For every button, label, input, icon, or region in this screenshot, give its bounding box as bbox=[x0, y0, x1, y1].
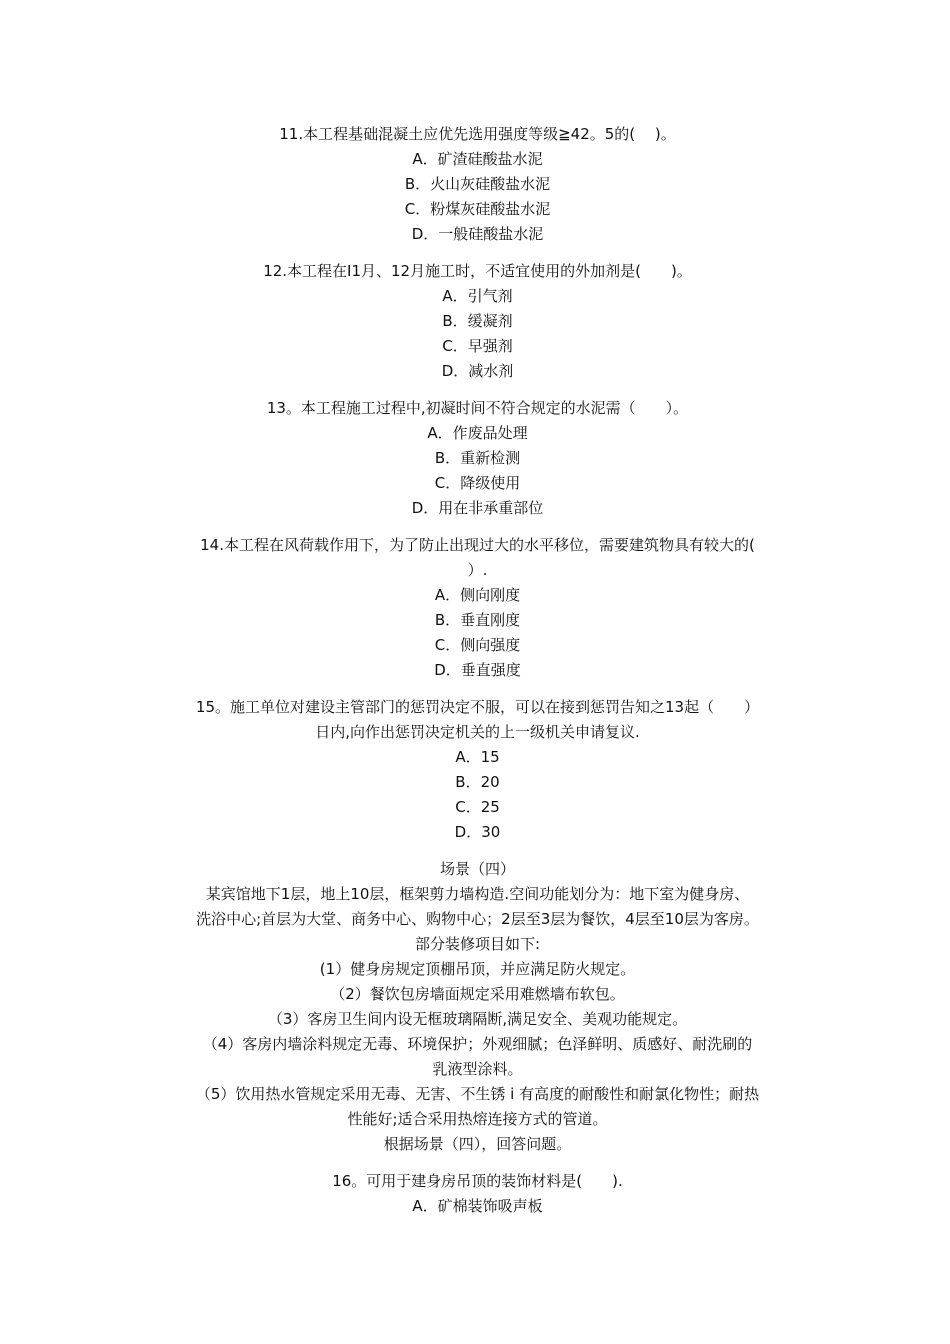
scene-item-5-line-1: （5）饮用热水管规定采用无毒、无害、不生锈 i 有高度的耐酸性和耐氯化物性；耐热 bbox=[195, 1085, 760, 1103]
option-a: A．作废品处理 bbox=[427, 424, 528, 442]
question-stem-line-2: ）. bbox=[467, 561, 488, 579]
option-a: A．引气剂 bbox=[442, 287, 513, 305]
option-c: C．早强剂 bbox=[442, 337, 513, 355]
question-stem: 13。本工程施工过程中,初凝时间不符合规定的水泥需（ ）。 bbox=[266, 399, 689, 417]
document-page bbox=[150, 122, 805, 1219]
scene-closing: 根据场景（四），回答问题。 bbox=[383, 1135, 572, 1153]
question-11 bbox=[150, 122, 805, 247]
question-stem-line-2: 日内,向作出惩罚决定机关的上一级机关申请复议. bbox=[315, 723, 640, 741]
scene-item-3: （3）客房卫生间内设无框玻璃隔断,满足安全、美观功能规定。 bbox=[267, 1010, 688, 1028]
option-b: B．缓凝剂 bbox=[442, 312, 513, 330]
question-stem-line-1: 15。施工单位对建设主管部门的惩罚决定不服，可以在接到惩罚告知之13起（ ） bbox=[195, 698, 760, 716]
spacer bbox=[150, 1157, 805, 1169]
spacer bbox=[150, 683, 805, 695]
option-b: B．20 bbox=[455, 773, 500, 791]
question-stem-line-1: 14.本工程在风荷载作用下，为了防止出现过大的水平移位，需要建筑物具有较大的( bbox=[200, 536, 755, 554]
scene-title: 场景（四） bbox=[439, 860, 515, 878]
question-12 bbox=[150, 259, 805, 384]
option-d: D．30 bbox=[454, 823, 501, 841]
option-b: B．垂直刚度 bbox=[434, 611, 521, 629]
question-stem: 11.本工程基础混凝土应优先选用强度等级≧42。5的( )。 bbox=[279, 125, 676, 143]
question-14 bbox=[150, 533, 805, 683]
spacer bbox=[150, 845, 805, 857]
scene-item-2: （2）餐饮包房墙面规定采用难燃墙布软包。 bbox=[330, 985, 625, 1003]
option-a: A．矿棉装饰吸声板 bbox=[412, 1197, 543, 1215]
option-d: D．一般硅酸盐水泥 bbox=[411, 225, 544, 243]
option-c: C．25 bbox=[455, 798, 500, 816]
option-d: D．垂直强度 bbox=[434, 661, 521, 679]
question-stem: 16。可用于建身房吊顶的装饰材料是( ). bbox=[332, 1172, 623, 1190]
option-b: B．火山灰硅酸盐水泥 bbox=[404, 175, 551, 193]
scene-intro-line-2: 洗浴中心;首层为大堂、商务中心、购物中心；2层至3层为餐饮，4层至10层为客房。 bbox=[196, 910, 759, 928]
option-a: A．侧向刚度 bbox=[434, 586, 521, 604]
option-c: C．侧向强度 bbox=[434, 636, 521, 654]
question-13 bbox=[150, 396, 805, 521]
question-16 bbox=[150, 1169, 805, 1219]
option-a: A．15 bbox=[455, 748, 500, 766]
option-c: C．降级使用 bbox=[434, 474, 521, 492]
spacer bbox=[150, 521, 805, 533]
option-c: C．粉煤灰硅酸盐水泥 bbox=[404, 200, 551, 218]
question-stem: 12.本工程在I1月、12月施工时，不适宜使用的外加剂是( )。 bbox=[263, 262, 692, 280]
scene-section bbox=[150, 857, 805, 1157]
scene-intro-line-3: 部分装修项目如下: bbox=[414, 935, 541, 953]
scene-item-5-line-2: 性能好;适合采用热熔连接方式的管道。 bbox=[347, 1110, 608, 1128]
option-b: B．重新检测 bbox=[434, 449, 521, 467]
option-d: D．减水剂 bbox=[441, 362, 514, 380]
question-15 bbox=[150, 695, 805, 845]
scene-intro-line-1: 某宾馆地下1层，地上10层，框架剪力墙构造.空间功能划分为：地下室为健身房、 bbox=[205, 885, 750, 903]
scene-item-1: (1）健身房规定顶棚吊顶，并应满足防火规定。 bbox=[319, 960, 636, 978]
option-d: D．用在非承重部位 bbox=[411, 499, 544, 517]
scene-item-4-line-2: 乳液型涂料。 bbox=[432, 1060, 523, 1078]
spacer bbox=[150, 384, 805, 396]
option-a: A．矿渣硅酸盐水泥 bbox=[412, 150, 543, 168]
scene-item-4-line-1: （4）客房内墙涂料规定无毒、环境保护；外观细腻；色泽鲜明、质感好、耐洗刷的 bbox=[202, 1035, 753, 1053]
spacer bbox=[150, 247, 805, 259]
